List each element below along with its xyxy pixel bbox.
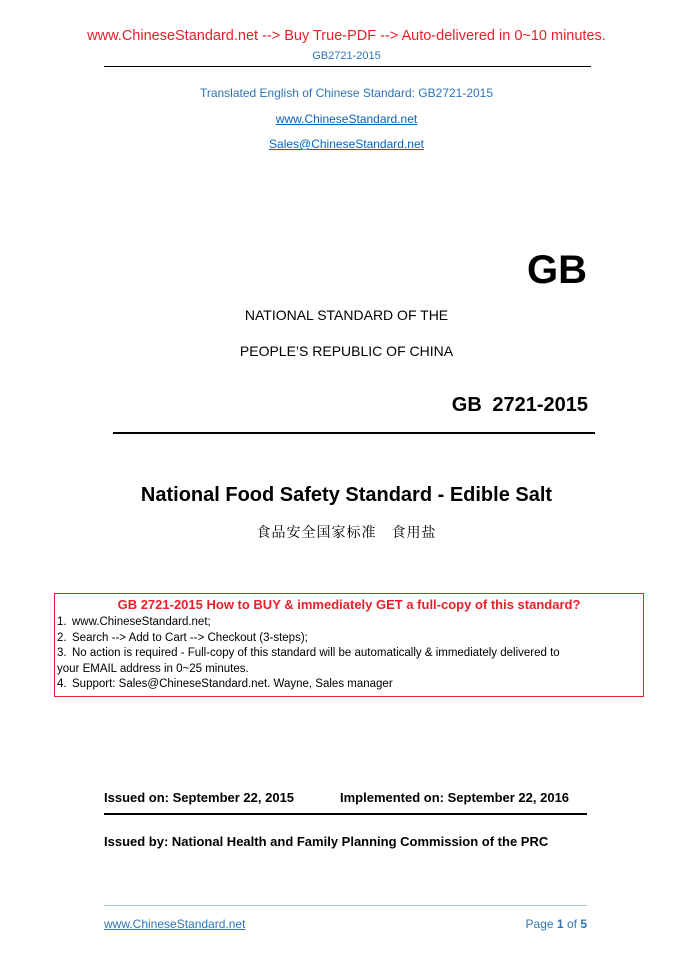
issued-by: Issued by: National Health and Family Planning Commission of the PRC xyxy=(104,834,549,849)
step-text: Search --> Add to Cart --> Checkout (3-steps); xyxy=(72,631,308,644)
standard-divider xyxy=(113,432,595,434)
list-item xyxy=(57,631,560,647)
buy-instructions-box xyxy=(54,593,644,697)
step-text: www.ChineseStandard.net; xyxy=(72,616,211,628)
header-standard-code: GB2721-2015 xyxy=(312,50,381,62)
step-number: 4. xyxy=(57,678,67,690)
page-of: of xyxy=(566,917,577,931)
page-total: 5 xyxy=(580,917,587,931)
national-standard-line1: NATIONAL STANDARD OF THE xyxy=(244,307,449,323)
title-chinese: 食品安全国家标准 食用盐 xyxy=(256,525,437,541)
page-number xyxy=(526,917,587,931)
dates-divider xyxy=(104,813,587,815)
header-divider xyxy=(104,66,591,67)
site-link[interactable]: www.ChineseStandard.net xyxy=(275,112,418,126)
sales-email-link[interactable]: Sales@ChineseStandard.net xyxy=(269,137,424,151)
list-item-continuation: your EMAIL address in 0~25 minutes. xyxy=(57,662,249,675)
buy-steps-list xyxy=(57,615,560,693)
step-number: 2. xyxy=(57,631,67,644)
footer-site-link[interactable]: www.ChineseStandard.net xyxy=(104,917,246,931)
issued-on-date: Issued on: September 22, 2015 xyxy=(104,790,295,805)
translated-line: Translated English of Chinese Standard: GB2721-2015 xyxy=(199,86,494,100)
implemented-on-date: Implemented on: September 22, 2016 xyxy=(340,790,570,805)
step-text: No action is required - Full-copy of this standard will be automatically & immediately delivered to xyxy=(72,647,560,659)
step-number: 3. xyxy=(57,647,67,659)
step-number: 1. xyxy=(57,616,67,628)
page-label: Page xyxy=(525,917,554,931)
list-item xyxy=(57,615,560,631)
list-item xyxy=(57,677,560,693)
buy-box-title: GB 2721-2015 How to BUY & immediately GET a full-copy of this standard? xyxy=(117,597,581,612)
footer-divider xyxy=(104,905,587,906)
standard-number: GB 2721-2015 xyxy=(451,394,588,416)
gb-mark: GB xyxy=(527,248,587,292)
list-item xyxy=(57,646,560,662)
page-current: 1 xyxy=(556,917,564,931)
top-banner[interactable]: www.ChineseStandard.net --> Buy True-PDF --> Auto-delivered in 0~10 minutes. xyxy=(87,28,606,44)
national-standard-line2: PEOPLE’S REPUBLIC OF CHINA xyxy=(239,343,454,359)
title-english: National Food Safety Standard - Edible Salt xyxy=(140,484,553,506)
step-text: Support: Sales@ChineseStandard.net. Wayne, Sales manager xyxy=(72,678,393,690)
